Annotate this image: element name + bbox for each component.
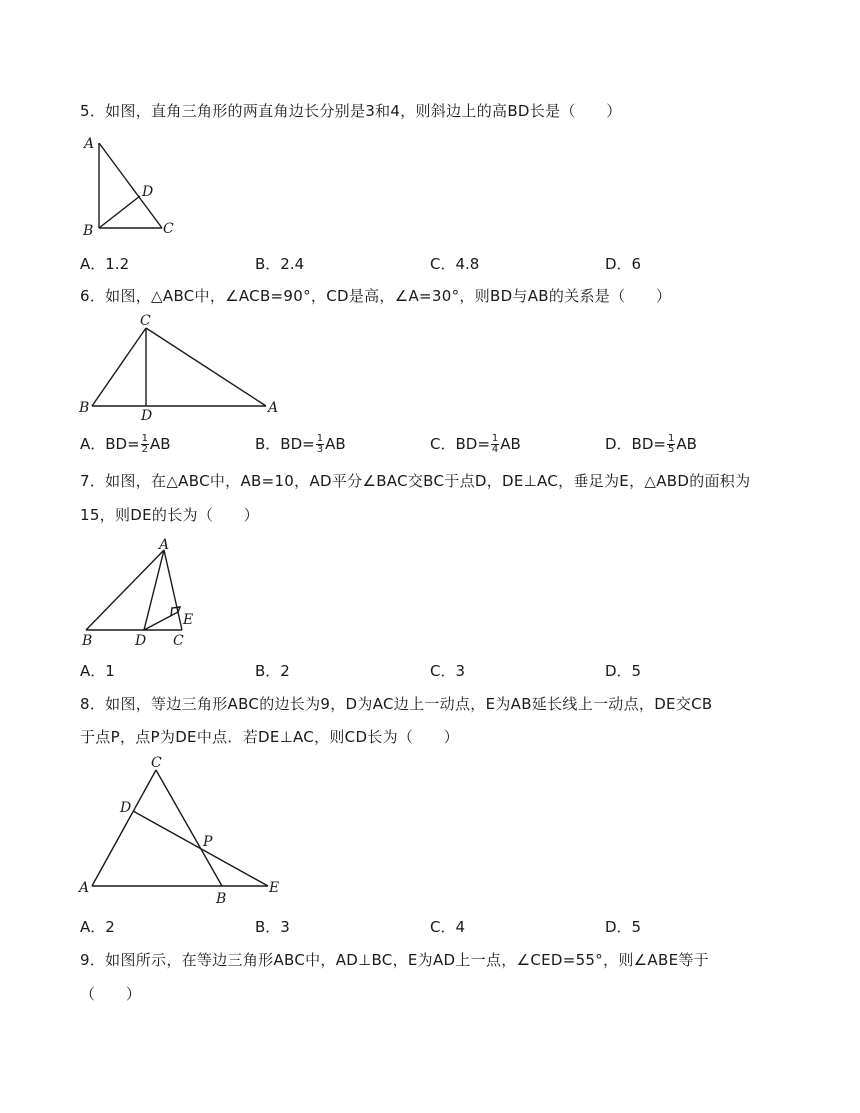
q5-option-d: D．6 [605,255,642,273]
question-9-stem-line-2: （ ） [80,985,142,1003]
q5-segment-bd [99,196,140,228]
q8-option-c: C．4 [430,918,466,936]
q5-label-d: D [142,184,154,200]
q8-label-e: E [269,880,280,896]
q8-segment-cb [156,770,222,886]
q7-label-e: E [183,612,194,628]
question-8-stem-line-2: 于点P，点P为DE中点．若DE⊥AC，则CD长为（ ） [80,728,460,746]
q6-option-b: B．BD= $\frac{1}{3}$ AB [255,433,346,455]
q8-label-b: B [216,891,227,907]
question-6-stem: 6．如图，△ABC中，∠ACB=90°，CD是高，∠A=30°，则BD与AB的关系是（ ） [80,287,672,305]
q8-option-a: A．2 [80,918,115,936]
question-6-figure [78,312,288,422]
q7-label-c: C [173,633,184,649]
question-5-stem: 5．如图，直角三角形的两直角边长分别是3和4，则斜边上的高BD长是（ ） [80,102,622,120]
q8-segment-ac [92,770,156,886]
q7-option-d: D．5 [605,662,642,680]
q6-label-c: C [140,313,151,329]
q7-segment-de [144,612,178,630]
question-9-stem-line-1: 9．如图所示，在等边三角形ABC中，AD⊥BC，E为AD上一点，∠CED=55°，则∠ABE等于 [80,951,709,969]
q5-option-c: C．4.8 [430,255,480,273]
q8-option-d: D．5 [605,918,642,936]
q7-option-b: B．2 [255,662,290,680]
question-7-figure [80,536,200,648]
q7-segment-ab [86,550,164,630]
q6-option-d: D．BD= $\frac{1}{5}$ AB [605,433,697,455]
q6-segment-ca [146,328,266,406]
q5-option-b: B．2.4 [255,255,305,273]
q5-label-a: A [84,136,95,152]
question-7-stem-line-1: 7．如图，在△ABC中，AB=10，AD平分∠BAC交BC于点D，DE⊥AC，垂足为E，△ABD的面积为 [80,472,751,490]
q6-segment-bc [92,328,146,406]
q8-label-p: P [203,834,213,850]
q7-label-b: B [82,633,93,649]
q6-option-c: C．BD= $\frac{1}{4}$ AB [430,433,521,455]
q6-option-a: A．BD= $\frac{1}{2}$ AB [80,433,171,455]
q6-label-d: D [141,408,153,424]
question-8-figure [78,752,288,907]
question-7-stem-line-2: 15，则DE的长为（ ） [80,506,260,524]
question-5-figure [80,135,180,240]
q7-segment-ad [144,550,164,630]
q8-segment-de [133,811,268,886]
q6-label-a: A [268,400,279,416]
q6-label-b: B [79,400,90,416]
question-8-stem-line-1: 8．如图，等边三角形ABC的边长为9，D为AC边上一动点，E为AB延长线上一动点，DE交CB [80,695,713,713]
q8-label-c: C [151,755,162,771]
q7-option-a: A．1 [80,662,115,680]
q8-label-a: A [79,880,90,896]
q7-label-a: A [159,537,170,553]
q7-option-c: C．3 [430,662,466,680]
q5-label-b: B [83,223,94,239]
q8-label-d: D [120,800,132,816]
q8-option-b: B．3 [255,918,290,936]
q5-option-a: A．1.2 [80,255,130,273]
q7-label-d: D [135,633,147,649]
q5-label-c: C [163,221,174,237]
